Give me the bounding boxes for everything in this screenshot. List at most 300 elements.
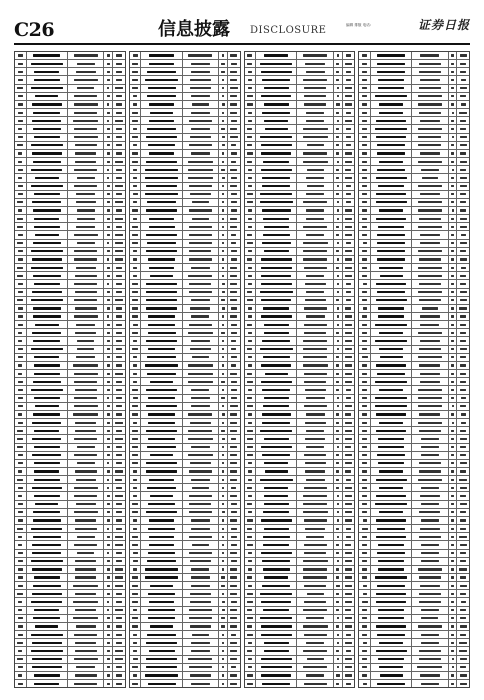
table-cell — [228, 525, 240, 532]
table-row — [130, 607, 240, 615]
illegible-text — [76, 666, 94, 668]
table-cell — [256, 623, 297, 630]
table-cell — [245, 109, 257, 116]
table-cell — [104, 231, 113, 238]
table-cell — [113, 598, 125, 605]
illegible-text — [132, 161, 138, 163]
table-cell — [228, 509, 240, 516]
illegible-text — [132, 454, 138, 456]
illegible-text — [248, 209, 253, 211]
table-row — [15, 607, 125, 615]
illegible-text — [362, 674, 366, 676]
table-cell — [359, 468, 371, 475]
table-cell — [113, 590, 125, 597]
table-cell — [343, 615, 355, 622]
table-cell — [183, 289, 220, 296]
illegible-text — [116, 430, 121, 432]
illegible-text — [336, 422, 339, 424]
illegible-text — [362, 299, 368, 301]
table-cell — [15, 183, 27, 190]
table-row — [245, 76, 355, 84]
illegible-text — [363, 242, 367, 244]
table-cell — [183, 125, 220, 132]
table-row — [245, 574, 355, 582]
table-cell — [245, 533, 257, 540]
table-cell — [104, 419, 113, 426]
illegible-text — [305, 528, 325, 530]
illegible-text — [460, 128, 466, 130]
illegible-text — [264, 438, 289, 440]
table-cell — [256, 337, 297, 344]
table-cell — [228, 297, 240, 304]
table-cell — [412, 256, 449, 263]
table-cell — [245, 607, 257, 614]
illegible-text — [377, 169, 406, 171]
illegible-text — [18, 373, 22, 375]
illegible-text — [337, 283, 339, 285]
illegible-text — [248, 226, 252, 228]
illegible-text — [192, 218, 209, 220]
table-cell — [343, 623, 355, 630]
illegible-text — [263, 544, 289, 546]
illegible-text — [303, 666, 327, 668]
illegible-text — [107, 389, 110, 391]
illegible-text — [460, 348, 467, 350]
illegible-text — [452, 405, 454, 407]
table-row — [130, 672, 240, 680]
table-cell — [343, 248, 355, 255]
table-row — [130, 101, 240, 109]
illegible-text — [107, 601, 109, 603]
table-cell — [245, 117, 257, 124]
illegible-text — [247, 54, 252, 56]
table-cell — [297, 582, 334, 589]
table-cell — [245, 525, 257, 532]
illegible-text — [451, 348, 454, 350]
table-cell — [359, 207, 371, 214]
table-cell — [130, 541, 142, 548]
table-cell — [219, 631, 228, 638]
illegible-text — [362, 161, 368, 163]
illegible-text — [346, 389, 351, 391]
illegible-text — [336, 479, 339, 481]
illegible-text — [75, 291, 97, 293]
illegible-text — [451, 103, 454, 105]
illegible-text — [34, 283, 60, 285]
table-cell — [183, 215, 220, 222]
table-cell — [245, 272, 257, 279]
table-cell — [359, 231, 371, 238]
table-cell — [27, 647, 68, 654]
table-cell — [256, 525, 297, 532]
table-cell — [27, 85, 68, 92]
table-cell — [15, 525, 27, 532]
table-cell — [412, 598, 449, 605]
table-cell — [219, 183, 228, 190]
illegible-text — [248, 642, 252, 644]
table-cell — [113, 313, 125, 320]
table-cell — [297, 264, 334, 271]
illegible-text — [262, 683, 290, 685]
table-cell — [183, 378, 220, 385]
table-cell — [27, 117, 68, 124]
table-cell — [130, 607, 142, 614]
illegible-text — [222, 242, 224, 244]
table-row — [130, 468, 240, 476]
illegible-text — [145, 576, 178, 578]
illegible-text — [107, 479, 109, 481]
table-cell — [256, 435, 297, 442]
table-cell — [343, 631, 355, 638]
illegible-text — [380, 356, 403, 358]
table-cell — [228, 199, 240, 206]
illegible-text — [231, 332, 237, 334]
illegible-text — [76, 193, 95, 195]
illegible-text — [231, 634, 236, 636]
table-row — [130, 631, 240, 639]
table-cell — [449, 452, 458, 459]
table-cell — [228, 427, 240, 434]
illegible-text — [115, 544, 123, 546]
illegible-text — [345, 446, 351, 448]
table-cell — [256, 125, 297, 132]
illegible-text — [362, 528, 368, 530]
illegible-text — [74, 495, 97, 497]
table-cell — [130, 550, 142, 557]
table-cell — [343, 101, 355, 108]
illegible-text — [31, 389, 63, 391]
illegible-text — [420, 234, 440, 236]
illegible-text — [421, 519, 439, 521]
illegible-text — [337, 446, 339, 448]
illegible-text — [247, 373, 252, 375]
table-row — [15, 378, 125, 386]
illegible-text — [189, 536, 212, 538]
table-cell — [104, 117, 113, 124]
table-cell — [130, 215, 142, 222]
illegible-text — [75, 528, 97, 530]
table-cell — [449, 256, 458, 263]
table-cell — [228, 558, 240, 565]
illegible-text — [247, 381, 253, 383]
illegible-text — [133, 95, 137, 97]
illegible-text — [17, 201, 23, 203]
table-cell — [15, 76, 27, 83]
table-cell — [228, 248, 240, 255]
table-row — [245, 191, 355, 199]
illegible-text — [107, 63, 110, 65]
illegible-text — [452, 666, 454, 668]
table-cell — [27, 313, 68, 320]
table-cell — [371, 541, 412, 548]
table-cell — [130, 142, 142, 149]
illegible-text — [303, 364, 328, 366]
table-cell — [343, 419, 355, 426]
table-cell — [256, 199, 297, 206]
table-cell — [141, 525, 182, 532]
illegible-text — [107, 544, 110, 546]
illegible-text — [191, 650, 210, 652]
illegible-text — [221, 617, 224, 619]
table-row — [359, 647, 469, 655]
table-cell — [15, 240, 27, 247]
table-cell — [141, 125, 182, 132]
table-row — [245, 174, 355, 182]
table-cell — [68, 313, 105, 320]
table-cell — [245, 664, 257, 671]
illegible-text — [231, 209, 237, 211]
table-cell — [457, 395, 469, 402]
table-cell — [343, 199, 355, 206]
table-cell — [27, 639, 68, 646]
table-cell — [297, 346, 334, 353]
table-cell — [141, 256, 182, 263]
table-cell — [219, 68, 228, 75]
table-cell — [343, 329, 355, 336]
table-cell — [334, 370, 343, 377]
table-cell — [371, 615, 412, 622]
illegible-text — [34, 373, 60, 375]
illegible-text — [419, 576, 441, 578]
illegible-text — [115, 201, 122, 203]
illegible-text — [345, 576, 352, 578]
table-cell — [228, 452, 240, 459]
illegible-text — [107, 307, 110, 309]
table-cell — [27, 672, 68, 679]
illegible-text — [145, 674, 178, 676]
table-cell — [371, 215, 412, 222]
illegible-text — [222, 479, 224, 481]
illegible-text — [337, 258, 339, 260]
table-cell — [343, 411, 355, 418]
illegible-text — [346, 683, 351, 685]
table-cell — [297, 615, 334, 622]
table-cell — [334, 615, 343, 622]
table-cell — [141, 664, 182, 671]
table-cell — [219, 370, 228, 377]
table-cell — [412, 476, 449, 483]
illegible-text — [230, 422, 237, 424]
illegible-text — [33, 340, 60, 342]
illegible-text — [231, 528, 237, 530]
table-cell — [27, 60, 68, 67]
table-row — [130, 93, 240, 101]
table-cell — [68, 444, 105, 451]
table-cell — [359, 117, 371, 124]
table-cell — [449, 672, 458, 679]
illegible-text — [337, 536, 339, 538]
illegible-text — [247, 128, 252, 130]
illegible-text — [247, 438, 253, 440]
table-cell — [457, 607, 469, 614]
table-cell — [228, 158, 240, 165]
illegible-text — [336, 454, 339, 456]
illegible-text — [460, 674, 467, 676]
table-cell — [130, 574, 142, 581]
table-cell — [228, 337, 240, 344]
illegible-text — [420, 674, 441, 676]
table-cell — [256, 680, 297, 687]
illegible-text — [305, 470, 325, 472]
illegible-text — [336, 585, 339, 587]
illegible-text — [419, 658, 441, 660]
newspaper-logo: 证券日报 — [417, 18, 470, 32]
illegible-text — [33, 413, 60, 415]
illegible-text — [107, 332, 109, 334]
table-cell — [334, 134, 343, 141]
illegible-text — [222, 503, 224, 505]
illegible-text — [261, 364, 291, 366]
illegible-text — [362, 152, 368, 154]
table-cell — [183, 639, 220, 646]
table-cell — [15, 248, 27, 255]
table-cell — [343, 223, 355, 230]
table-cell — [141, 615, 182, 622]
table-row — [130, 378, 240, 386]
table-cell — [130, 590, 142, 597]
illegible-text — [263, 307, 289, 309]
table-cell — [256, 117, 297, 124]
illegible-text — [362, 405, 367, 407]
table-cell — [68, 346, 105, 353]
illegible-text — [337, 218, 339, 220]
table-cell — [334, 158, 343, 165]
illegible-text — [304, 552, 326, 554]
table-cell — [359, 93, 371, 100]
table-row — [130, 297, 240, 305]
illegible-text — [115, 470, 122, 472]
illegible-text — [34, 495, 60, 497]
illegible-text — [336, 462, 339, 464]
table-cell — [412, 541, 449, 548]
table-cell — [219, 134, 228, 141]
table-cell — [104, 125, 113, 132]
table-cell — [256, 460, 297, 467]
table-row — [359, 240, 469, 248]
illegible-text — [222, 536, 224, 538]
table-cell — [245, 207, 257, 214]
illegible-text — [345, 209, 352, 211]
illegible-text — [189, 144, 212, 146]
table-cell — [245, 647, 257, 654]
table-cell — [228, 664, 240, 671]
illegible-text — [149, 152, 175, 154]
illegible-text — [337, 658, 339, 660]
illegible-text — [191, 479, 209, 481]
table-cell — [343, 68, 355, 75]
illegible-text — [362, 324, 366, 326]
illegible-text — [76, 503, 96, 505]
table-row — [130, 354, 240, 362]
table-row — [15, 337, 125, 345]
illegible-text — [461, 601, 466, 603]
table-cell — [228, 411, 240, 418]
illegible-text — [191, 519, 210, 521]
illegible-text — [337, 642, 339, 644]
table-cell — [27, 427, 68, 434]
table-cell — [27, 403, 68, 410]
table-cell — [228, 142, 240, 149]
table-cell — [297, 150, 334, 157]
table-cell — [334, 68, 343, 75]
illegible-text — [336, 373, 339, 375]
illegible-text — [188, 161, 213, 163]
table-cell — [449, 248, 458, 255]
table-row — [245, 215, 355, 223]
illegible-text — [421, 552, 439, 554]
table-cell — [130, 101, 142, 108]
table-cell — [27, 444, 68, 451]
table-cell — [113, 231, 125, 238]
table-cell — [334, 101, 343, 108]
illegible-text — [132, 234, 137, 236]
illegible-text — [261, 275, 291, 277]
illegible-text — [303, 79, 327, 81]
illegible-text — [76, 201, 96, 203]
table-row — [15, 272, 125, 280]
table-cell — [457, 256, 469, 263]
table-cell — [183, 598, 220, 605]
illegible-text — [345, 544, 351, 546]
table-cell — [219, 484, 228, 491]
table-cell — [68, 647, 105, 654]
table-row — [130, 280, 240, 288]
illegible-text — [248, 495, 252, 497]
table-cell — [343, 125, 355, 132]
table-cell — [457, 509, 469, 516]
illegible-text — [378, 544, 404, 546]
illegible-text — [18, 307, 23, 309]
illegible-text — [132, 601, 138, 603]
table-cell — [113, 615, 125, 622]
table-cell — [334, 419, 343, 426]
table-cell — [141, 370, 182, 377]
table-cell — [130, 672, 142, 679]
table-row — [359, 166, 469, 174]
illegible-text — [115, 585, 122, 587]
table-cell — [219, 297, 228, 304]
table-cell — [228, 125, 240, 132]
illegible-text — [460, 438, 467, 440]
table-cell — [457, 223, 469, 230]
table-row — [15, 484, 125, 492]
table-row — [130, 647, 240, 655]
illegible-text — [107, 658, 110, 660]
table-cell — [141, 476, 182, 483]
table-cell — [297, 460, 334, 467]
table-cell — [457, 174, 469, 181]
illegible-text — [133, 340, 138, 342]
table-cell — [141, 231, 182, 238]
table-cell — [130, 509, 142, 516]
table-cell — [457, 76, 469, 83]
table-cell — [15, 117, 27, 124]
table-cell — [343, 354, 355, 361]
table-cell — [183, 501, 220, 508]
table-cell — [68, 378, 105, 385]
table-row — [15, 150, 125, 158]
table-cell — [371, 598, 412, 605]
table-cell — [371, 134, 412, 141]
table-cell — [457, 289, 469, 296]
illegible-text — [304, 373, 327, 375]
table-cell — [104, 452, 113, 459]
illegible-text — [75, 332, 96, 334]
table-cell — [141, 52, 182, 59]
illegible-text — [378, 79, 404, 81]
illegible-text — [149, 479, 174, 481]
illegible-text — [146, 299, 177, 301]
